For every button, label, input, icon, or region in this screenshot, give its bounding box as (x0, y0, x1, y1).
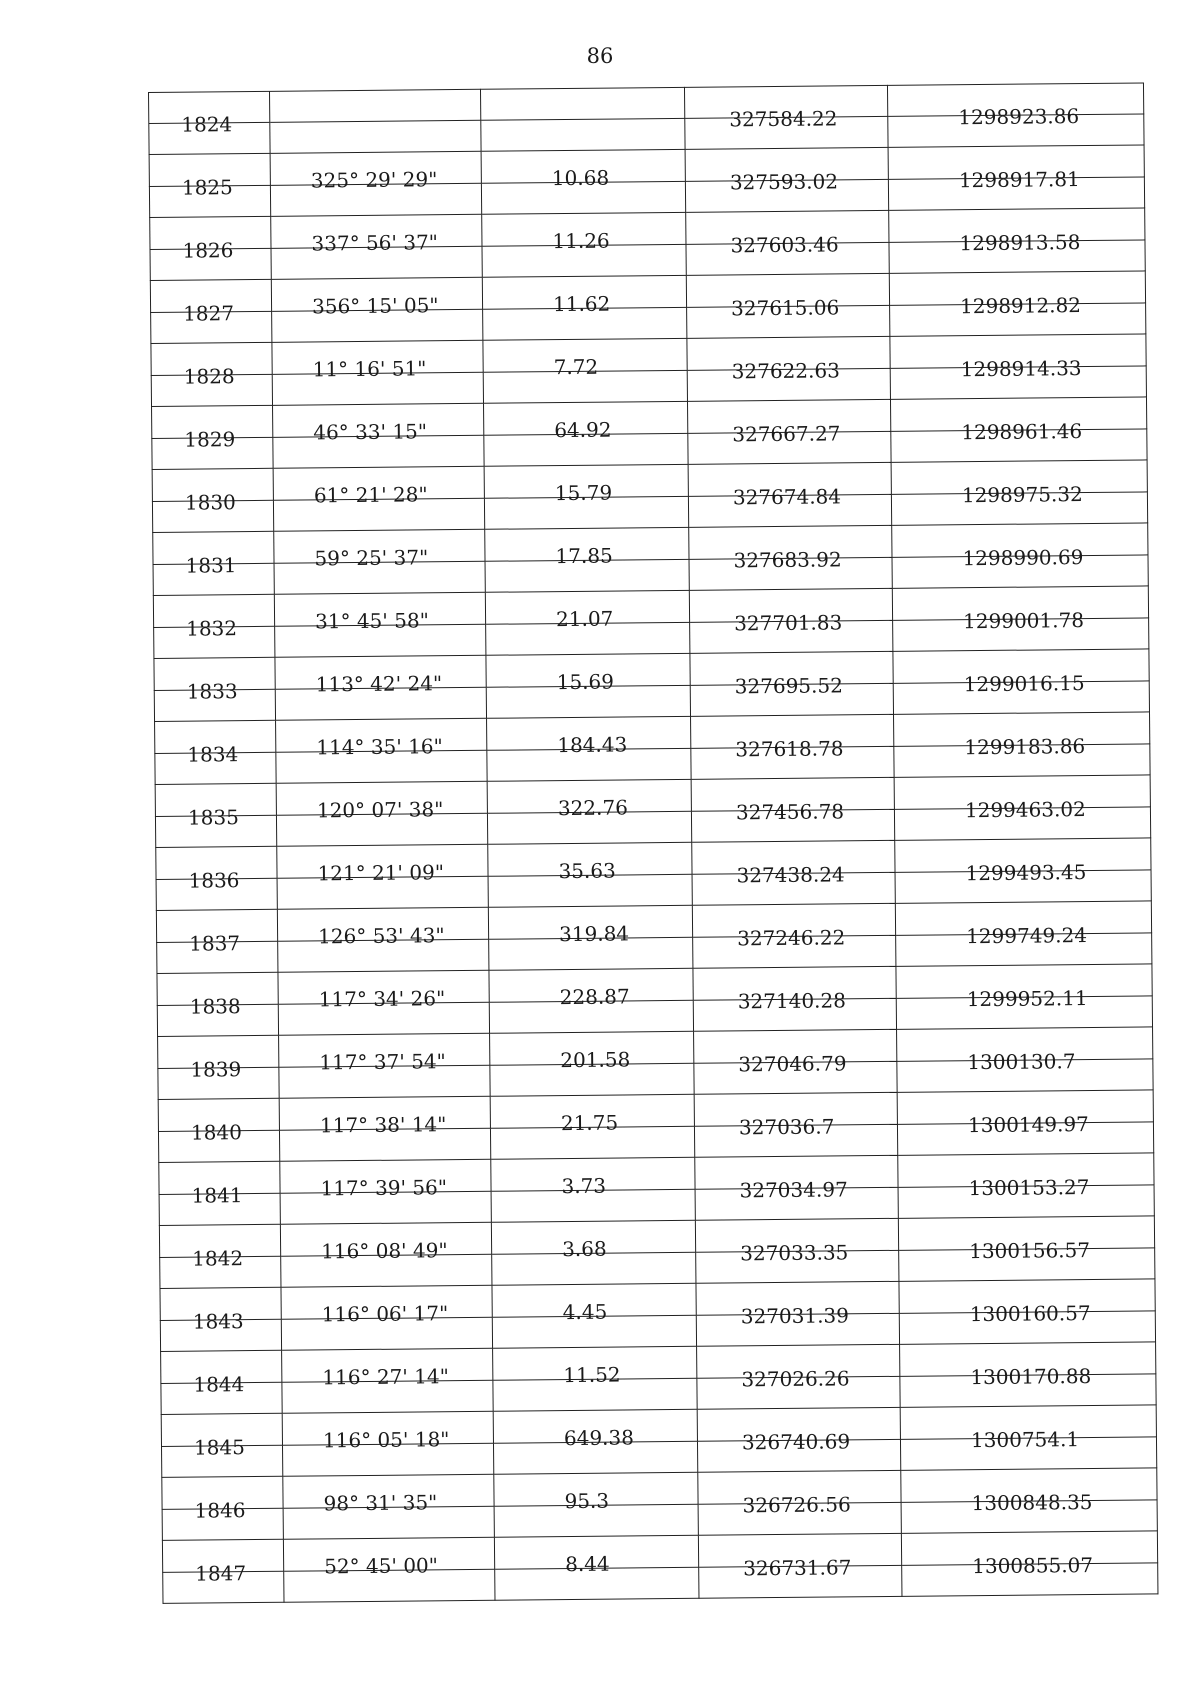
easting-text: 1299183.86 (964, 733, 1086, 759)
northing-text: 327674.84 (732, 483, 842, 509)
distance-cell (495, 1567, 699, 1600)
bearing-cell (278, 939, 489, 973)
bearing-cell (277, 813, 488, 847)
bearing-cell (283, 1412, 494, 1453)
distance-cell (487, 748, 691, 781)
northing-cell (697, 1302, 900, 1346)
point-number-text: 1843 (192, 1308, 244, 1334)
distance-cell (481, 87, 685, 120)
distance-cell (490, 1063, 694, 1096)
distance-text: 201.58 (560, 1047, 631, 1073)
bearing-cell (281, 1254, 492, 1288)
point-number-text: 1826 (182, 237, 234, 263)
northing-text: 327438.24 (736, 861, 845, 887)
bearing-cell (272, 278, 483, 319)
easting-text: 1298914.33 (960, 355, 1082, 381)
distance-cell (490, 1000, 694, 1033)
northing-text: 327593.02 (729, 168, 839, 194)
distance-cell (488, 843, 692, 884)
distance-cell (487, 685, 691, 718)
distance-cell (492, 1221, 696, 1262)
distance-cell (488, 811, 692, 844)
point-number-text: 1839 (190, 1056, 242, 1082)
distance-text: 7.72 (553, 354, 599, 380)
distance-cell (489, 937, 693, 970)
easting-cell (899, 1174, 1155, 1219)
northing-cell (697, 1365, 900, 1409)
northing-text: 326740.69 (741, 1428, 851, 1454)
bearing-cell (275, 561, 486, 595)
bearing-cell (279, 1065, 490, 1099)
point-number-cell (151, 426, 273, 470)
northing-cell (689, 483, 892, 527)
point-number-cell (150, 300, 272, 344)
bearing-cell (270, 89, 481, 123)
bearing-cell (275, 593, 486, 634)
easting-text: 1300156.57 (969, 1237, 1091, 1263)
easting-text: 1299952.11 (966, 985, 1088, 1011)
distance-text: 21.07 (555, 606, 614, 632)
distance-cell (485, 496, 689, 529)
distance-cell (485, 528, 689, 569)
northing-text: 326726.56 (742, 1491, 851, 1517)
northing-cell (699, 1491, 902, 1535)
northing-text: 327140.28 (737, 987, 847, 1013)
point-number-cell (153, 615, 275, 659)
distance-cell (487, 717, 691, 758)
northing-cell (686, 231, 889, 275)
distance-text: 15.69 (556, 669, 615, 695)
easting-cell (902, 1489, 1158, 1534)
distance-text: 3.68 (562, 1236, 607, 1262)
bearing-text: 120° 07' 38" (316, 797, 444, 823)
distance-text: 228.87 (559, 984, 630, 1010)
bearing-cell (273, 435, 484, 469)
bearing-cell (278, 908, 489, 949)
bearing-text: 11° 16' 51" (312, 356, 427, 382)
easting-text: 1300855.07 (972, 1552, 1094, 1578)
easting-cell (897, 985, 1153, 1030)
bearing-cell (282, 1349, 493, 1390)
bearing-cell (272, 341, 483, 382)
distance-text: 10.68 (551, 165, 610, 191)
distance-cell (492, 1284, 696, 1325)
bearing-cell (284, 1506, 495, 1540)
northing-text: 327246.22 (737, 924, 846, 950)
easting-text: 1298912.82 (959, 292, 1082, 318)
easting-cell (896, 859, 1152, 904)
bearing-cell (273, 404, 484, 445)
point-number-text: 1842 (192, 1245, 244, 1271)
easting-cell (889, 166, 1145, 211)
distance-cell (486, 559, 690, 592)
distance-cell (482, 244, 686, 277)
easting-text: 1299493.45 (965, 859, 1087, 885)
point-number-cell (157, 1056, 279, 1100)
northing-text: 327046.79 (738, 1050, 847, 1076)
point-number-cell (154, 741, 276, 785)
distance-text: 15.79 (554, 480, 613, 506)
distance-cell (489, 969, 693, 1010)
point-number-text: 1844 (193, 1371, 245, 1397)
easting-cell (888, 103, 1144, 148)
northing-cell (687, 294, 890, 338)
bearing-text: 117° 34' 26" (318, 986, 446, 1012)
bearing-cell (271, 152, 482, 193)
distance-cell (494, 1473, 698, 1514)
easting-text: 1300754.1 (970, 1426, 1080, 1452)
northing-text: 327701.83 (734, 609, 843, 635)
bearing-text: 325° 29' 29" (310, 167, 438, 193)
easting-text: 1300149.97 (967, 1111, 1089, 1137)
easting-cell (889, 229, 1145, 274)
bearing-text: 46° 33' 15" (313, 419, 428, 445)
northing-cell (696, 1176, 899, 1220)
northing-text: 327026.26 (741, 1365, 850, 1391)
easting-cell (891, 355, 1147, 400)
distance-text: 322.76 (557, 795, 628, 821)
bearing-text: 126° 53' 43" (317, 923, 445, 949)
northing-cell (693, 924, 896, 968)
bearing-text: 116° 08' 49" (321, 1238, 448, 1264)
bearing-text: 59° 25' 37" (314, 545, 429, 571)
point-number-text: 1831 (185, 552, 237, 578)
bearing-cell (283, 1443, 494, 1477)
bearing-cell (271, 183, 482, 217)
point-number-cell (159, 1182, 281, 1226)
bearing-cell (282, 1380, 493, 1414)
easting-cell (894, 733, 1150, 778)
bearing-cell (284, 1538, 495, 1579)
bearing-text: 337° 56' 37" (311, 230, 439, 256)
bearing-text: 117° 39' 56" (320, 1175, 448, 1201)
bearing-cell (272, 309, 483, 343)
bearing-cell (280, 1128, 491, 1162)
northing-cell (688, 420, 891, 464)
point-number-text: 1828 (183, 363, 235, 389)
point-number-text: 1829 (184, 426, 236, 452)
distance-cell (489, 906, 693, 947)
bearing-cell (283, 1475, 494, 1516)
distance-text: 11.52 (563, 1362, 621, 1388)
easting-cell (893, 607, 1149, 652)
bearing-text: 117° 37' 54" (319, 1049, 446, 1075)
easting-cell (890, 292, 1146, 337)
bearing-cell (274, 498, 485, 532)
distance-cell (483, 307, 687, 340)
bearing-cell (275, 624, 486, 658)
distance-text: 21.75 (560, 1110, 619, 1136)
easting-text: 1299749.24 (966, 922, 1088, 948)
northing-cell (688, 357, 891, 401)
bearing-cell (277, 845, 488, 886)
northing-cell (691, 735, 894, 779)
northing-text: 327618.78 (735, 735, 844, 761)
bearing-text: 116° 06' 17" (321, 1301, 449, 1327)
easting-text: 1298961.46 (961, 418, 1083, 444)
bearing-text: 117° 38' 14" (319, 1112, 447, 1138)
easting-text: 1299001.78 (962, 607, 1085, 633)
bearing-text: 113° 42' 24" (315, 671, 443, 697)
northing-cell (696, 1239, 899, 1283)
point-number-cell (151, 363, 273, 407)
point-number-text: 1836 (188, 867, 240, 893)
distance-cell (484, 433, 688, 466)
bearing-cell (276, 687, 487, 721)
northing-cell (698, 1428, 901, 1472)
point-number-text: 1824 (181, 111, 233, 137)
point-number-text: 1832 (186, 615, 238, 641)
point-number-cell (148, 111, 270, 155)
northing-cell (690, 609, 893, 653)
point-number-text: 1835 (187, 804, 239, 830)
easting-cell (901, 1426, 1157, 1471)
distance-text: 4.45 (562, 1299, 608, 1325)
northing-cell (691, 672, 894, 716)
easting-cell (891, 418, 1147, 463)
bearing-text: 61° 21' 28" (313, 482, 428, 508)
distance-cell (486, 591, 690, 632)
easting-text: 1298975.32 (961, 481, 1083, 507)
point-number-cell (160, 1308, 282, 1352)
bearing-cell (279, 1002, 490, 1036)
bearing-cell (275, 656, 486, 697)
easting-cell (895, 796, 1151, 841)
easting-cell (892, 481, 1148, 526)
northing-cell (694, 987, 897, 1031)
distance-cell (492, 1252, 696, 1285)
distance-text: 184.43 (557, 732, 628, 758)
northing-text: 327033.35 (740, 1239, 849, 1265)
easting-text: 1299016.15 (963, 670, 1085, 696)
northing-cell (693, 861, 896, 905)
distance-cell (482, 213, 686, 254)
point-number-text: 1845 (193, 1434, 246, 1460)
northing-cell (685, 105, 888, 149)
point-number-cell (160, 1371, 282, 1415)
distance-text: 8.44 (565, 1551, 610, 1577)
distance-text: 11.62 (552, 291, 611, 317)
easting-text: 1298990.69 (962, 544, 1084, 570)
distance-cell (486, 654, 690, 695)
easting-cell (897, 1048, 1153, 1093)
distance-text: 95.3 (564, 1488, 610, 1514)
point-number-cell (157, 993, 279, 1037)
northing-cell (694, 1050, 897, 1094)
distance-cell (485, 465, 689, 506)
distance-cell (491, 1158, 695, 1199)
point-number-cell (155, 804, 277, 848)
distance-cell (493, 1315, 697, 1348)
point-number-text: 1847 (195, 1560, 247, 1586)
point-number-text: 1830 (184, 489, 236, 515)
distance-cell (494, 1441, 698, 1474)
bearing-cell (282, 1317, 493, 1351)
point-number-cell (153, 552, 275, 596)
distance-cell (481, 118, 685, 151)
easting-cell (899, 1237, 1155, 1282)
bearing-text: 98° 31' 35" (323, 1490, 438, 1516)
survey-coordinates-table (148, 82, 1158, 1603)
northing-text: 327031.39 (740, 1302, 850, 1328)
point-number-text: 1827 (183, 300, 235, 326)
easting-cell (898, 1111, 1154, 1156)
distance-text: 35.63 (558, 858, 616, 884)
point-number-cell (152, 489, 274, 533)
northing-text: 327584.22 (729, 105, 838, 131)
northing-text: 327456.78 (735, 798, 845, 824)
northing-cell (692, 798, 895, 842)
distance-text: 649.38 (563, 1425, 635, 1451)
distance-cell (493, 1347, 697, 1388)
easting-text: 1299463.02 (964, 796, 1086, 822)
distance-cell (486, 622, 690, 655)
easting-text: 1298913.58 (959, 229, 1081, 255)
bearing-cell (280, 1097, 491, 1138)
bearing-cell (280, 1160, 491, 1201)
northing-text: 327667.27 (732, 420, 841, 446)
distance-cell (491, 1126, 695, 1159)
northing-text: 327683.92 (733, 546, 842, 572)
distance-cell (484, 370, 688, 403)
bearing-cell (277, 782, 488, 823)
distance-text: 11.26 (552, 228, 610, 254)
bearing-cell (284, 1569, 495, 1603)
distance-text: 319.84 (558, 921, 630, 947)
distance-text: 17.85 (555, 543, 613, 569)
easting-cell (896, 922, 1152, 967)
distance-text: 3.73 (561, 1173, 607, 1199)
northing-text: 327603.46 (730, 231, 839, 257)
bearing-text: 114° 35' 16" (316, 734, 443, 760)
point-number-cell (162, 1497, 284, 1541)
point-number-cell (162, 1560, 284, 1604)
bearing-text: 116° 27' 14" (322, 1364, 449, 1390)
page-number: 86 (586, 44, 614, 68)
distance-cell (483, 339, 687, 380)
easting-text: 1300160.57 (969, 1300, 1091, 1326)
bearing-cell (278, 876, 489, 910)
distance-cell (493, 1378, 697, 1411)
northing-text: 327622.63 (731, 357, 840, 383)
northing-text: 327615.06 (730, 294, 840, 320)
bearing-text: 121° 21' 09" (317, 860, 445, 886)
bearing-cell (274, 530, 485, 571)
bearing-cell (281, 1191, 492, 1225)
distance-cell (494, 1410, 698, 1451)
distance-text: 64.92 (554, 417, 612, 443)
point-number-cell (156, 867, 278, 911)
easting-text: 1300130.7 (967, 1048, 1076, 1074)
point-number-text: 1837 (189, 930, 241, 956)
bearing-cell (276, 750, 487, 784)
northing-text: 327695.52 (734, 672, 843, 698)
point-number-cell (150, 237, 272, 281)
point-number-cell (154, 678, 276, 722)
bearing-cell (270, 120, 481, 154)
distance-cell (495, 1504, 699, 1537)
easting-cell (893, 544, 1149, 589)
distance-cell (489, 874, 693, 907)
northing-text: 327036.7 (738, 1113, 835, 1139)
bearing-cell (271, 215, 482, 256)
point-number-text: 1833 (186, 678, 238, 704)
bearing-cell (274, 467, 485, 508)
easting-text: 1300153.27 (968, 1174, 1090, 1200)
distance-cell (492, 1189, 696, 1222)
northing-cell (690, 546, 893, 590)
distance-cell (490, 1032, 694, 1073)
point-number-text: 1841 (191, 1182, 243, 1208)
point-number-cell (159, 1245, 281, 1289)
bearing-cell (276, 719, 487, 760)
distance-cell (483, 276, 687, 317)
point-number-cell (161, 1434, 283, 1478)
northing-cell (686, 168, 889, 212)
bearing-text: 356° 15' 05" (311, 293, 439, 319)
bearing-cell (281, 1286, 492, 1327)
bearing-text: 116° 05' 18" (322, 1427, 450, 1453)
easting-text: 1298923.86 (958, 103, 1080, 129)
point-number-cell (156, 930, 278, 974)
distance-cell (491, 1095, 695, 1136)
easting-text: 1300170.88 (970, 1363, 1092, 1389)
distance-cell (482, 181, 686, 214)
distance-cell (482, 150, 686, 191)
easting-cell (902, 1552, 1158, 1597)
bearing-cell (278, 971, 489, 1012)
northing-cell (695, 1113, 898, 1157)
bearing-text: 52° 45' 00" (324, 1553, 439, 1579)
point-number-text: 1834 (187, 741, 239, 767)
easting-cell (894, 670, 1150, 715)
distance-cell (484, 402, 688, 443)
easting-cell (900, 1363, 1156, 1408)
point-number-text: 1838 (189, 993, 241, 1019)
northing-text: 326731.67 (743, 1554, 852, 1580)
point-number-cell (149, 174, 271, 218)
point-number-text: 1825 (181, 174, 233, 200)
easting-text: 1298917.81 (958, 166, 1080, 192)
bearing-cell (281, 1223, 492, 1264)
distance-cell (488, 780, 692, 821)
bearing-cell (279, 1034, 490, 1075)
point-number-text: 1840 (190, 1119, 243, 1145)
northing-cell (699, 1554, 902, 1598)
distance-cell (495, 1536, 699, 1577)
northing-text: 327034.97 (739, 1176, 848, 1202)
point-number-text: 1846 (194, 1497, 246, 1523)
bearing-cell (272, 246, 483, 280)
bearing-cell (273, 372, 484, 406)
point-number-cell (158, 1119, 280, 1163)
easting-text: 1300848.35 (971, 1489, 1093, 1515)
bearing-text: 31° 45' 58" (314, 608, 429, 634)
easting-cell (900, 1300, 1156, 1345)
